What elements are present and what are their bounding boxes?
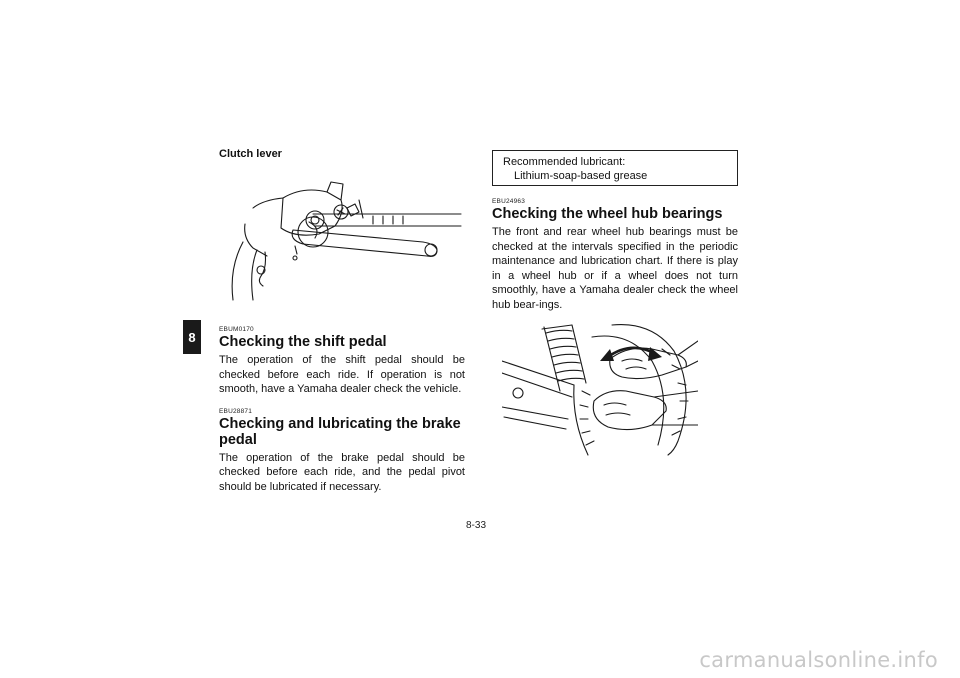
- page-number: 8-33: [466, 520, 487, 531]
- section-title: Checking the wheel hub bearings: [492, 206, 723, 222]
- watermark: carmanualsonline.info: [699, 648, 938, 672]
- section-body: The operation of the brake pedal should be checked before each ride, and the pedal pivot should be lubricated if necessary.: [219, 451, 465, 493]
- section-body: The front and rear wheel hub bearings must be checked at the intervals specified in the periodic maintenance and lubrication chart. If there is play in a wheel hub or if a wheel does not turn smoothly, have a Yamaha dealer check the wheel hub bear-ings.: [492, 226, 738, 311]
- section-code: EBU24963: [492, 198, 526, 205]
- section-code: EBUM0170: [219, 326, 254, 333]
- recommended-lubricant-box: [492, 150, 738, 186]
- section-title: Checking the shift pedal: [219, 334, 387, 350]
- section-body: The operation of the shift pedal should be checked before each ride. If operation is not smooth, have a Yamaha dealer check the vehicle.: [219, 354, 465, 396]
- right-column: [492, 150, 738, 457]
- wheel-hub-check-illustration: [502, 321, 738, 457]
- section-brake-pedal: [219, 408, 465, 495]
- clutch-lever-illustration: [223, 178, 465, 304]
- section-code: EBU28871: [219, 407, 253, 415]
- section-shift-pedal: [219, 326, 465, 397]
- lubricant-value: Lithium-soap-based grease: [514, 170, 648, 182]
- lubricant-label: Recommended lubricant:: [503, 156, 626, 168]
- section-title: Checking and lubricating the brake pedal: [219, 415, 461, 448]
- figure-caption-clutch-lever: Clutch lever: [219, 148, 282, 160]
- chapter-tab: 8: [183, 320, 201, 354]
- left-column: [219, 148, 465, 495]
- section-wheel-hub-bearings: [492, 198, 738, 313]
